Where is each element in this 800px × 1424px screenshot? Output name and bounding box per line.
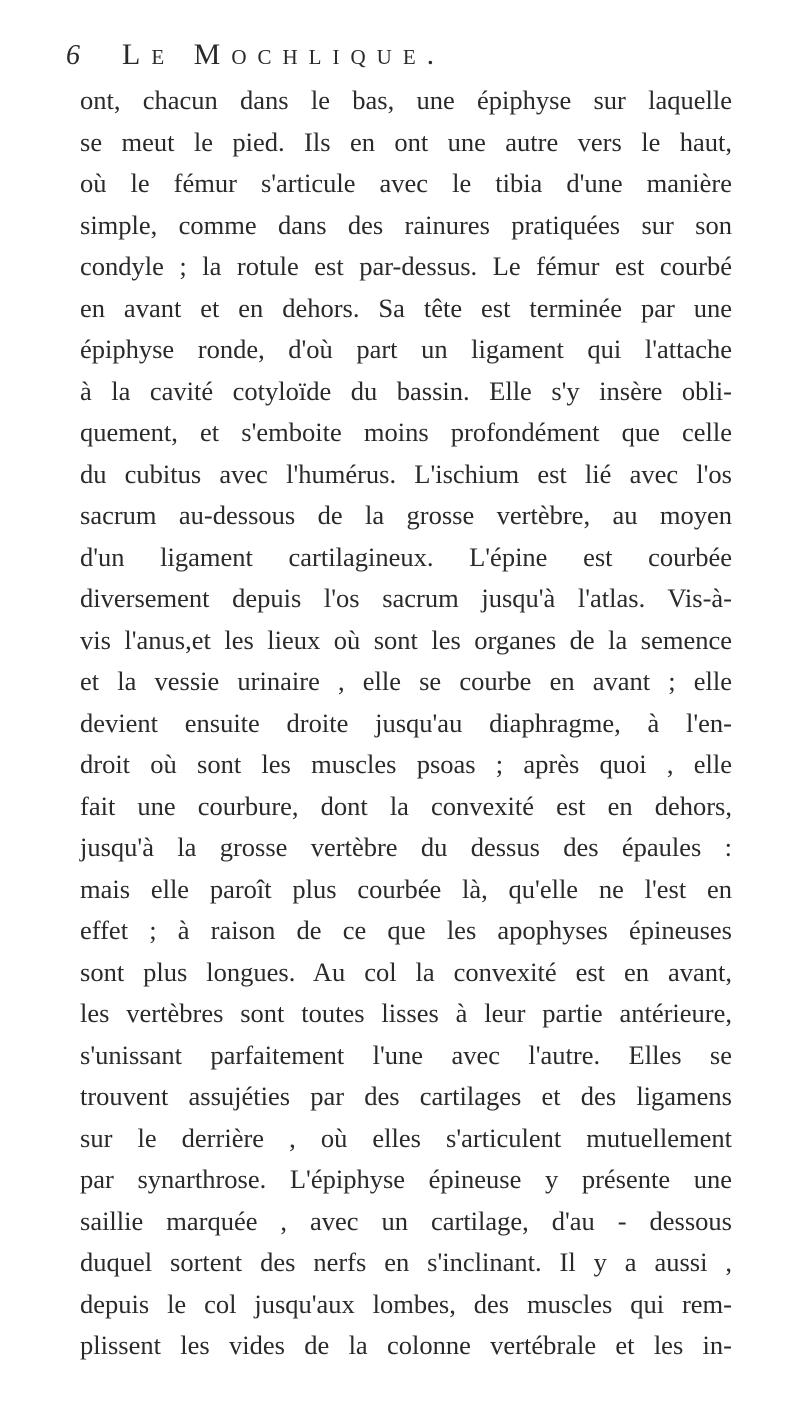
- text-line: ont, chacun dans le bas, une épiphyse sur laquelle: [80, 85, 732, 115]
- text-line: sont plus longues. Au col la convexité est en avant,: [80, 956, 732, 987]
- text-line: saillie marquée , avec un cartilage, d'au - dessous: [80, 1205, 732, 1236]
- text-line: à la cavité cotyloïde du bassin. Elle s'y insère obli-: [80, 375, 732, 406]
- text-line: en avant et en dehors. Sa tête est terminée par une: [80, 292, 732, 323]
- text-line: se meut le pied. Ils en ont une autre vers le haut,: [80, 126, 732, 157]
- text-line: sur le derrière , où elles s'articulent mutuellement: [80, 1122, 732, 1153]
- text-line: vis l'anus,et les lieux où sont les organes de la semence: [80, 624, 732, 655]
- text-line: depuis le col jusqu'aux lombes, des muscles qui rem-: [80, 1288, 732, 1319]
- text-line: et la vessie urinaire , elle se courbe en avant ; elle: [80, 666, 732, 696]
- text-line: du cubitus avec l'humérus. L'ischium est lié avec l'os: [80, 458, 732, 489]
- text-line: sacrum au-dessous de la grosse vertèbre, au moyen: [80, 500, 732, 530]
- running-title: Le Mochlique.: [122, 38, 446, 71]
- text-line: simple, comme dans des rainures pratiquées sur son: [80, 209, 732, 240]
- text-line: condyle ; la rotule est par-dessus. Le fémur est courbé: [80, 251, 732, 281]
- text-line: par synarthrose. L'épiphyse épineuse y présente une: [80, 1164, 732, 1194]
- body-text: [80, 80, 732, 1367]
- text-line: trouvent assujéties par des cartilages et des ligamens: [80, 1081, 732, 1111]
- text-line: les vertèbres sont toutes lisses à leur partie antérieure,: [80, 998, 732, 1028]
- text-line: s'unissant parfaitement l'une avec l'autre. Elles se: [80, 1039, 732, 1070]
- text-line: droit où sont les muscles psoas ; après quoi , elle: [80, 749, 732, 779]
- running-head: [66, 38, 445, 78]
- text-line: plissent les vides de la colonne vertébrale et les in-: [80, 1330, 732, 1360]
- text-line: diversement depuis l'os sacrum jusqu'à l'atlas. Vis-à-: [80, 583, 732, 613]
- text-line: devient ensuite droite jusqu'au diaphragme, à l'en-: [80, 707, 732, 738]
- text-line: duquel sortent des nerfs en s'inclinant. Il y a aussi ,: [80, 1247, 732, 1277]
- text-line: jusqu'à la grosse vertèbre du dessus des épaules :: [80, 832, 732, 862]
- text-line: mais elle paroît plus courbée là, qu'elle ne l'est en: [80, 873, 732, 904]
- text-line: quement, et s'emboite moins profondément que celle: [80, 417, 732, 447]
- text-line: d'un ligament cartilagineux. L'épine est courbée: [80, 541, 732, 572]
- text-line: fait une courbure, dont la convexité est en dehors,: [80, 790, 732, 821]
- text-line: effet ; à raison de ce que les apophyses épineuses: [80, 915, 732, 945]
- text-line: épiphyse ronde, d'où part un ligament qui l'attache: [80, 334, 732, 364]
- page-number: 6: [66, 40, 80, 71]
- text-line: où le fémur s'articule avec le tibia d'une manière: [80, 168, 732, 198]
